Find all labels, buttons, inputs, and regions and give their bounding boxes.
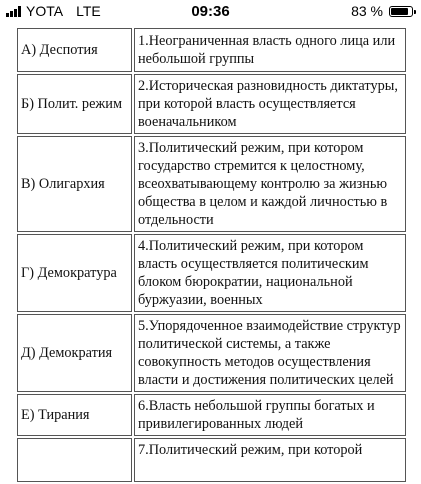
definition-cell: 6.Власть небольшой группы богатых и привилегированных людей bbox=[134, 394, 406, 436]
matching-table bbox=[15, 26, 408, 484]
table-row bbox=[17, 74, 406, 134]
clock: 09:36 bbox=[191, 3, 230, 20]
network-label: LTE bbox=[76, 3, 101, 19]
term-cell: Д) Демократия bbox=[17, 314, 132, 392]
term-cell: В) Олигархия bbox=[17, 136, 132, 232]
definition-cell: 3.Политический режим, при котором государство стремится к целостному, всеохватывающему контролю за жизнью общества в целом и каждой личностью в отдельности bbox=[134, 136, 406, 232]
content-area bbox=[15, 26, 408, 484]
battery-icon bbox=[389, 6, 413, 17]
definition-cell: 1.Неограниченная власть одного лица или небольшой группы bbox=[134, 28, 406, 72]
battery-percent: 83 % bbox=[351, 3, 383, 19]
table-row bbox=[17, 136, 406, 232]
status-bar bbox=[0, 0, 421, 22]
status-right bbox=[351, 3, 413, 19]
table-row bbox=[17, 28, 406, 72]
table-row bbox=[17, 394, 406, 436]
term-cell: А) Деспотия bbox=[17, 28, 132, 72]
term-cell: Б) Полит. режим bbox=[17, 74, 132, 134]
table-row bbox=[17, 314, 406, 392]
term-cell: Е) Тирания bbox=[17, 394, 132, 436]
carrier-label: YOTA bbox=[26, 3, 64, 19]
term-cell: Г) Демократура bbox=[17, 234, 132, 312]
table-row bbox=[17, 234, 406, 312]
definition-cell: 7.Политический режим, при которой bbox=[134, 438, 406, 482]
term-cell bbox=[17, 438, 132, 482]
definition-cell: 4.Политический режим, при котором власть осуществляется политическим блоком бюрократии, национальной буржуазии, военных bbox=[134, 234, 406, 312]
definition-cell: 2.Историческая разновидность диктатуры, при которой власть осуществляется военачальником bbox=[134, 74, 406, 134]
definition-cell: 5.Упорядоченное взаимодействие структур политической системы, а также совокупность методов осуществления власти и достижения политических целей bbox=[134, 314, 406, 392]
table-row bbox=[17, 438, 406, 482]
